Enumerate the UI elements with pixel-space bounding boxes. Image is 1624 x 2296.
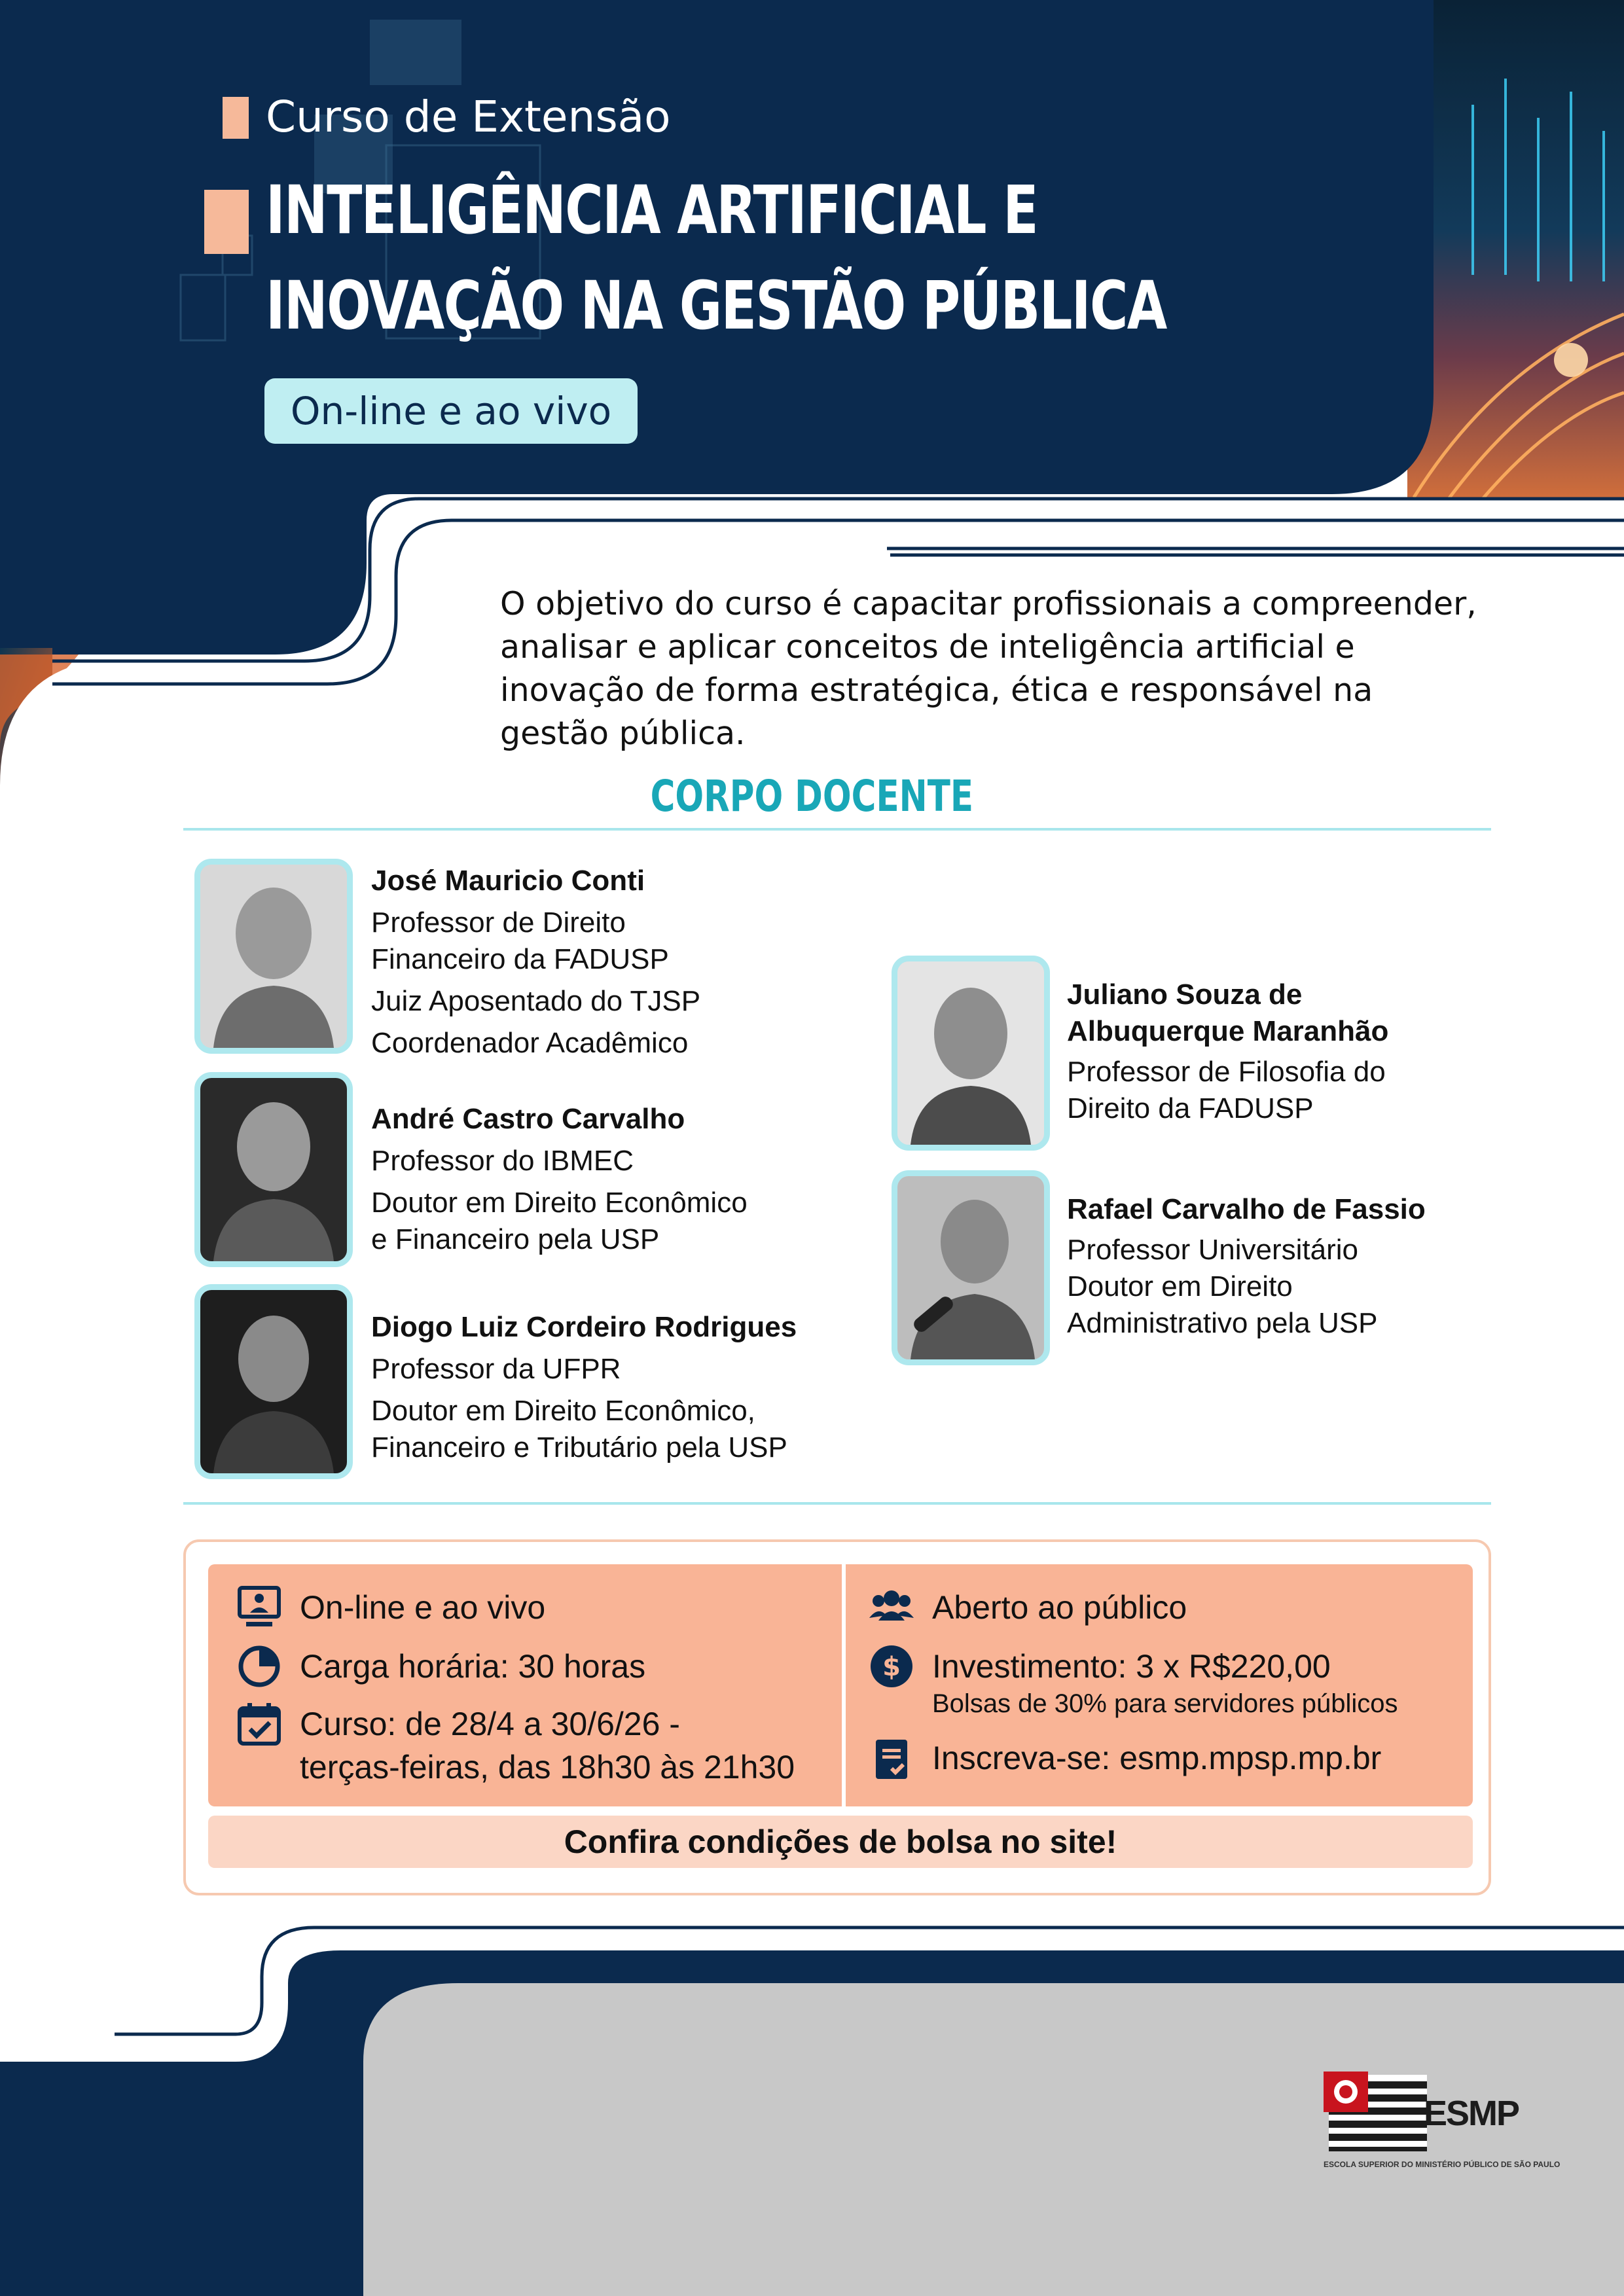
faculty-member-maranhao: [1067, 977, 1388, 1127]
dollar-coin-icon: [868, 1643, 915, 1690]
member-line: Financeiro da FADUSP: [371, 943, 669, 975]
faculty-photo-fassio: [892, 1170, 1050, 1365]
scholarship-banner: Confira condições de bolsa no site!: [208, 1816, 1473, 1868]
faculty-member-fassio: [1067, 1191, 1426, 1342]
users-group-icon: [863, 1584, 920, 1631]
course-title-line2: INOVAÇÃO NA GESTÃO PÚBLICA: [266, 267, 1166, 345]
mode-badge: On-line e ao vivo: [264, 378, 638, 444]
faculty-photo-rodrigues: [194, 1284, 353, 1479]
title-accent-square-large: [204, 190, 249, 254]
clipboard-check-icon: [868, 1734, 915, 1782]
course-objective: O objetivo do curso é capacitar profissionais a compreender, analisar e aplicar conceitos de inteligência artificial e inovação de forma estratégica, ética e responsável na gestão pública.: [500, 585, 1477, 752]
faculty-member-conti: [371, 863, 700, 1062]
member-line: Juiz Aposentado do TJSP: [371, 985, 701, 1017]
member-line: Professor de Filosofia do: [1067, 1056, 1386, 1088]
member-name: Juliano Souza de: [1067, 978, 1303, 1011]
member-line: Coordenador Acadêmico: [371, 1027, 689, 1059]
course-kind: Curso de Extensão: [266, 92, 671, 142]
info-signup[interactable]: Inscreva-se: esmp.mpsp.mp.br: [932, 1740, 1382, 1776]
course-title-line1: INTELIGÊNCIA ARTIFICIAL E: [266, 171, 1038, 249]
faculty-photo-conti: [194, 859, 353, 1054]
portrait-placeholder-icon: [897, 961, 1044, 1145]
portrait-placeholder-icon: [200, 1290, 347, 1473]
info-schedule-line2: terças-feiras, das 18h30 às 21h30: [300, 1749, 795, 1785]
esmp-logo-subtitle: ESCOLA SUPERIOR DO MINISTÉRIO PÚBLICO DE SÃO PAULO: [1324, 2160, 1561, 2169]
info-audience: Aberto ao público: [932, 1589, 1187, 1626]
info-schedule-line1: Curso: de 28/4 a 30/6/26 -: [300, 1706, 680, 1742]
member-line: Professor da UFPR: [371, 1353, 621, 1385]
faculty-photo-maranhao: [892, 956, 1050, 1151]
faculty-photo-carvalho: [194, 1072, 353, 1267]
member-name: Albuquerque Maranhão: [1067, 1015, 1389, 1047]
title-accent-square-small: [223, 97, 249, 139]
faculty-divider-top: [183, 828, 1491, 831]
member-line: Financeiro e Tributário pela USP: [371, 1431, 787, 1463]
portrait-placeholder-icon: [897, 1176, 1044, 1359]
faculty-divider-bottom: [183, 1502, 1491, 1505]
info-online: On-line e ao vivo: [300, 1589, 546, 1626]
portrait-placeholder-icon: [200, 1078, 347, 1261]
member-line: Direito da FADUSP: [1067, 1092, 1314, 1124]
esmp-logo-text: ESMP: [1424, 2094, 1519, 2133]
faculty-member-carvalho: [371, 1101, 748, 1258]
portrait-placeholder-icon: [200, 865, 347, 1048]
member-line: Professor de Direito: [371, 906, 626, 939]
member-line: Doutor em Direito: [1067, 1270, 1293, 1302]
member-line: Doutor em Direito Econômico: [371, 1187, 748, 1219]
member-line: Professor Universitário: [1067, 1234, 1359, 1266]
member-line: e Financeiro pela USP: [371, 1223, 660, 1255]
monitor-user-icon: [236, 1584, 283, 1631]
info-scholarship-note: Bolsas de 30% para servidores públicos: [932, 1689, 1398, 1718]
member-line: Doutor em Direito Econômico,: [371, 1395, 755, 1427]
info-investment: Investimento: 3 x R$220,00: [932, 1648, 1331, 1685]
esmp-logo-flag: [1324, 2072, 1427, 2151]
member-name: Diogo Luiz Cordeiro Rodrigues: [371, 1311, 797, 1343]
member-name: André Castro Carvalho: [371, 1103, 685, 1135]
member-line: Professor do IBMEC: [371, 1145, 634, 1177]
member-line: Administrativo pela USP: [1067, 1307, 1378, 1339]
faculty-section-title: [0, 771, 1624, 821]
member-name: Rafael Carvalho de Fassio: [1067, 1193, 1426, 1225]
member-name: José Mauricio Conti: [371, 865, 645, 897]
info-workload: Carga horária: 30 horas: [300, 1648, 646, 1685]
clock-pie-icon: [236, 1643, 283, 1690]
calendar-check-icon: [236, 1700, 283, 1748]
faculty-member-rodrigues: [371, 1309, 797, 1466]
svg-text:$: $: [882, 1652, 901, 1682]
faculty-title-text: CORPO DOCENTE: [650, 771, 974, 821]
